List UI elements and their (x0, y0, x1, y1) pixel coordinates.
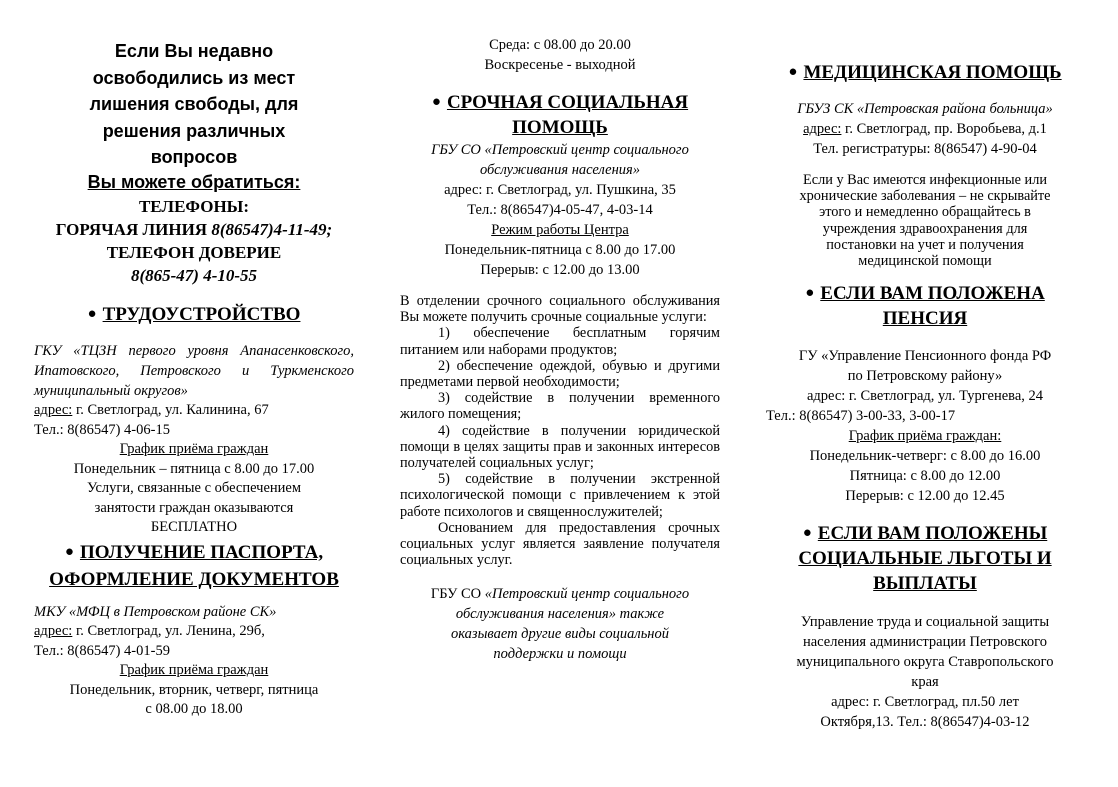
benefits-heading: ● ЕСЛИ ВАМ ПОЛОЖЕНЫ СОЦИАЛЬНЫЕ ЛЬГОТЫ И ВЫПЛАТЫ (798, 523, 1052, 595)
passport-heading: ● ПОЛУЧЕНИЕ ПАСПОРТА, ОФОРМЛЕНИЕ ДОКУМЕНТОВ (34, 539, 354, 593)
urgent-work-heading: Режим работы Центра (491, 222, 629, 238)
benefits-address: Октября,13. Тел.: 8(86547)4-03-12 (820, 714, 1030, 731)
service-basis: Основанием для предоставления срочных социальных услуг является заявление получателя социальных услуг. (400, 519, 720, 569)
passport-phone: Тел.: 8(86547) 4-01-59 (34, 642, 170, 659)
sunday-closed: Воскресенье - выходной (484, 56, 636, 73)
urgent-org: ГБУ СО «Петровский центр социального (431, 142, 689, 158)
pension-schedule: Понедельник-четверг: с 8.00 до 16.00 (809, 448, 1041, 465)
trust-number[interactable]: 8(865-47) 4-10-55 (130, 266, 258, 285)
hotline: ГОРЯЧАЯ ЛИНИЯ 8(86547)4-11-49; (55, 220, 333, 239)
column-left (34, 38, 354, 720)
trust-label: ТЕЛЕФОН ДОВЕРИЕ (106, 243, 282, 262)
employment-phone: Тел.: 8(86547) 4-06-15 (34, 421, 170, 438)
service-item: 1) обеспечение бесплатным горячим питанием или наборами продуктов; (400, 325, 720, 358)
contact-heading: Вы можете обратиться: (87, 171, 301, 192)
middle-footer: ГБУ СО «Петровский центр социального обслуживания населения» также оказывает другие виды социальной поддержки и помощи (430, 586, 690, 663)
passport-schedule-heading: График приёма граждан (119, 662, 269, 678)
pension-schedule-heading: График приёма граждан: (848, 428, 1002, 445)
medical-heading: ● МЕДИЦИНСКАЯ ПОМОЩЬ (788, 62, 1062, 83)
service-item: 5) содействие в получении экстренной психологической помощи с привлечением к этой работе психологов и священнослужителей; (400, 471, 720, 520)
bullet-icon: ● (431, 94, 441, 110)
urgent-org: обслуживания населения» (479, 162, 641, 178)
pension-org: по Петровскому району» (847, 368, 1003, 385)
services-intro: В отделении срочного социального обслуживания Вы можете получить срочные социальные услуги: (400, 293, 720, 326)
bullet-icon: ● (788, 64, 798, 80)
employment-note: занятости граждан оказываются (94, 499, 294, 516)
employment-schedule-heading: График приёма граждан (119, 441, 269, 457)
bullet-icon: ● (802, 525, 812, 542)
passport-address: адрес: г. Светлоград, ул. Ленина, 29б, (34, 623, 265, 639)
medical-note: Если у Вас имеются инфекционные или хронические заболевания – не скрывайте этого и немедленно обращайтесь в учреждения здравоохранения для постановки на учет и получения медицинской помощи (799, 172, 1051, 270)
phones-block (34, 195, 354, 287)
urgent-heading: ● СРОЧНАЯ СОЦИАЛЬНАЯ ПОМОЩЬ (431, 92, 689, 138)
intro-heading: Если Вы недавно освободились из мест лишения свободы, для решения различных вопросов Вы можете обратиться: (34, 38, 354, 195)
benefits-org: Управление труда и социальной защиты населения администрации Петровского муниципального округа Ставропольского края (796, 614, 1054, 691)
column-right (762, 60, 1088, 732)
pension-schedule: Перерыв: с 12.00 до 12.45 (845, 488, 1005, 505)
employment-heading: ● ТРУДОУСТРОЙСТВО (87, 304, 301, 325)
employment-note-free: БЕСПЛАТНО (150, 519, 238, 535)
hotline-number[interactable]: 8(86547)4-11-49; (211, 220, 333, 239)
services-list (400, 293, 720, 568)
bullet-icon: ● (87, 306, 97, 322)
service-item: 2) обеспечение одеждой, обувью и другими предметами первой необходимости; (400, 357, 720, 391)
passport-schedule: Понедельник, вторник, четверг, пятница (69, 681, 319, 698)
urgent-phone: Тел.: 8(86547)4-05-47, 4-03-14 (467, 202, 653, 218)
service-item: 3) содействие в получении временного жилого помещения; (400, 390, 720, 423)
employment-schedule: Понедельник – пятница с 8.00 до 17.00 (73, 460, 315, 477)
pension-org: ГУ «Управление Пенсионного фонда РФ (798, 348, 1052, 365)
urgent-work-hours: Понедельник-пятница с 8.00 до 17.00 (444, 242, 676, 258)
employment-note: Услуги, связанные с обеспечением (86, 480, 302, 496)
bullet-icon: ● (64, 543, 74, 560)
phones-title: ТЕЛЕФОНЫ: (138, 197, 250, 216)
employment-org: ГКУ «ТЦЗН первого уровня Апанасенковского, Ипатовского, Петровского и Туркменского муниципальный округов» (34, 343, 354, 399)
pension-heading: ● ЕСЛИ ВАМ ПОЛОЖЕНА ПЕНСИЯ (805, 283, 1045, 330)
pension-address: адрес: г. Светлоград, ул. Тургенева, 24 (806, 388, 1044, 405)
pension-schedule: Пятница: с 8.00 до 12.00 (849, 468, 1001, 485)
column-middle (400, 36, 720, 664)
service-item: 4) содействие в получении юридической помощи в целях защиты прав и законных интересов получателей социальных услуг; (400, 422, 720, 472)
urgent-break: Перерыв: с 12.00 до 13.00 (480, 262, 640, 278)
benefits-address: адрес: г. Светлоград, пл.50 лет (831, 694, 1019, 711)
employment-address: адрес: г. Светлоград, ул. Калинина, 67 (34, 402, 269, 418)
medical-phone: Тел. регистратуры: 8(86547) 4-90-04 (813, 141, 1037, 157)
urgent-address: адрес: г. Светлоград, ул. Пушкина, 35 (444, 182, 676, 198)
medical-org: ГБУЗ СК «Петровская района больница» (797, 101, 1053, 117)
bullet-icon: ● (805, 285, 815, 302)
wednesday-hours: Среда: с 08.00 до 20.00 (489, 37, 631, 53)
passport-org: МКУ «МФЦ в Петровском районе СК» (34, 603, 277, 620)
pension-phone: Тел.: 8(86547) 3-00-33, 3-00-17 (766, 408, 956, 425)
passport-schedule: с 08.00 до 18.00 (145, 701, 243, 717)
medical-address: адрес: г. Светлоград, пр. Воробьева, д.1 (803, 121, 1047, 137)
